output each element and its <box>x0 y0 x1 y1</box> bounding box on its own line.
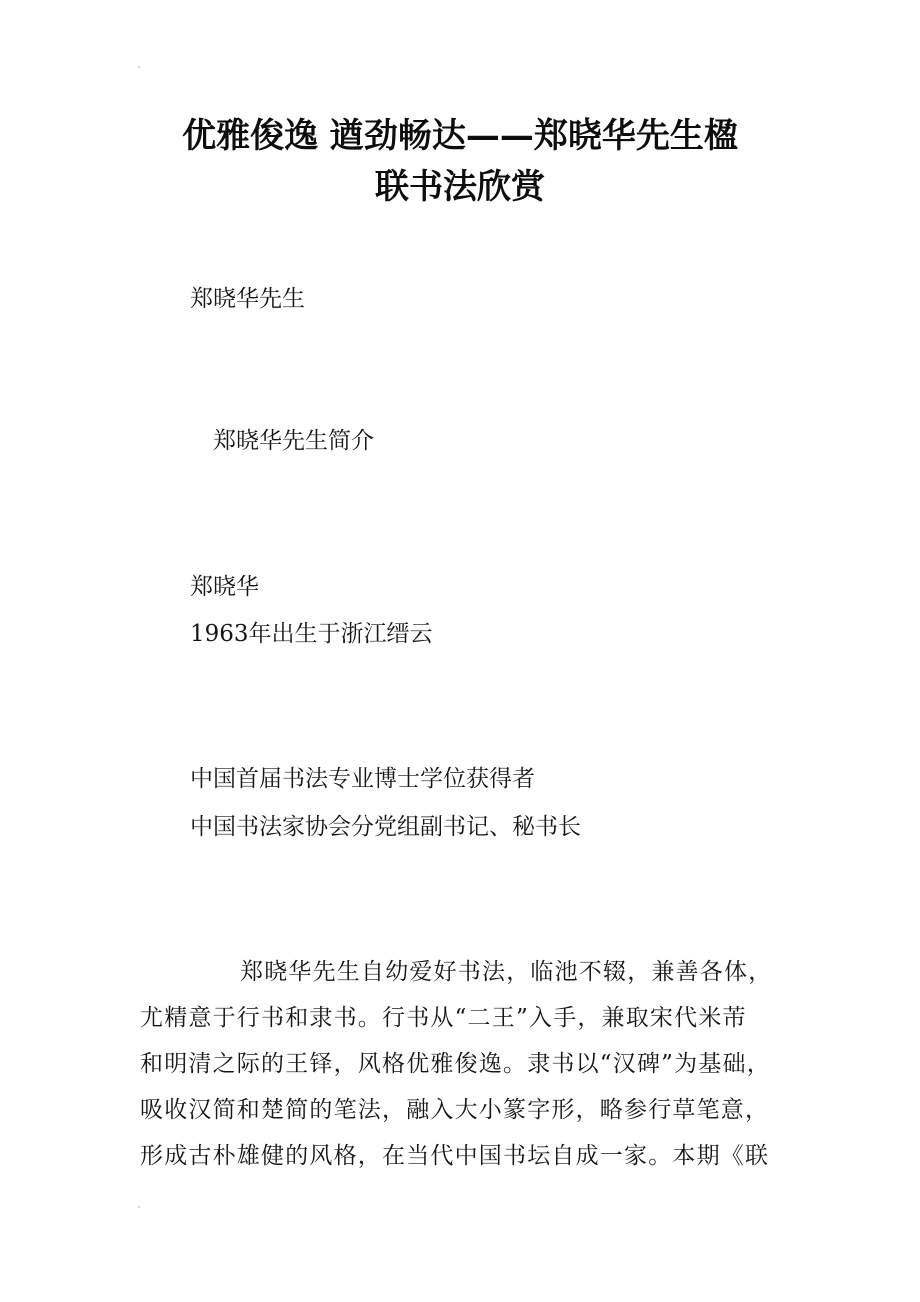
document-title-line-2: 联书法欣赏 <box>375 167 545 207</box>
body-line: 郑晓华先生自幼爱好书法，临池不辍，兼善各体， <box>240 959 773 985</box>
credential-doctorate: 中国首届书法专业博士学位获得者 <box>190 766 535 792</box>
body-paragraph <box>140 949 800 1179</box>
birth-info: 1963年出生于浙江缙云 <box>190 621 433 647</box>
body-line: 吸收汉简和楚简的笔法，融入大小篆字形，略参行草笔意， <box>140 1097 770 1123</box>
credential-position: 中国书法家协会分党组副书记、秘书长 <box>190 814 581 840</box>
person-name: 郑晓华 <box>190 574 259 600</box>
intro-heading: 郑晓华先生简介 <box>213 428 374 454</box>
document-title-line-1: 优雅俊逸 遒劲畅达——郑晓华先生楹 <box>182 116 738 156</box>
photo-caption: 郑晓华先生 <box>190 286 305 312</box>
body-line: 和明清之际的王铎，风格优雅俊逸。隶书以“汉碑”为基础， <box>140 1051 771 1077</box>
page-corner-mark <box>138 1206 140 1208</box>
body-line: 尤精意于行书和隶书。行书从“二王”入手，兼取宋代米芾 <box>140 1005 747 1031</box>
body-line: 形成古朴雄健的风格，在当代中国书坛自成一家。本期《联 <box>140 1143 770 1169</box>
page-corner-mark <box>138 66 140 68</box>
